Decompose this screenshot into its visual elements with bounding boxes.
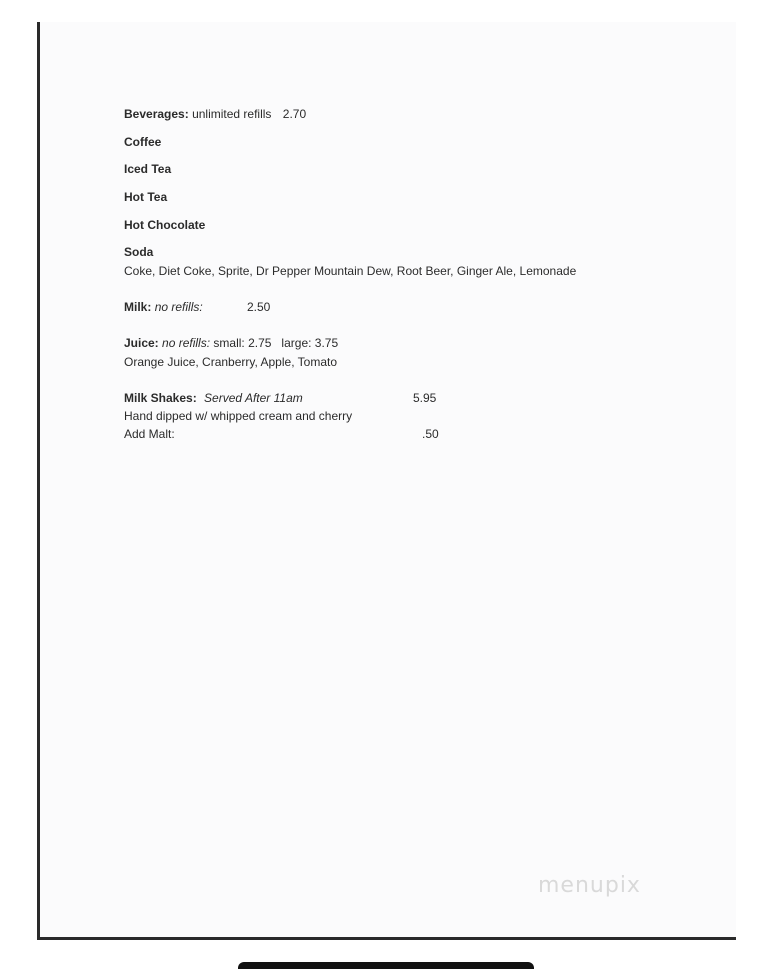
soda-list: Coke, Diet Coke, Sprite, Dr Pepper Mountain Dew, Root Beer, Ginger Ale, Lemonade — [124, 264, 577, 278]
shakes-label: Milk Shakes: — [124, 391, 197, 405]
menu-item-coffee: Coffee — [124, 135, 162, 149]
menu-item-soda: Soda — [124, 245, 154, 259]
milk-row — [124, 300, 203, 314]
malt-price: .50 — [422, 427, 439, 441]
bottom-bar — [238, 962, 534, 969]
shakes-description: Hand dipped w/ whipped cream and cherry — [124, 409, 353, 423]
shakes-price: 5.95 — [413, 391, 437, 405]
shakes-note: Served After 11am — [204, 391, 303, 405]
juice-label: Juice: — [124, 336, 159, 350]
beverages-header — [124, 107, 306, 121]
milk-price: 2.50 — [247, 300, 271, 314]
milk-label: Milk: — [124, 300, 152, 314]
juice-sizes: small: 2.75 large: 3.75 — [213, 336, 339, 350]
menu-item-iced-tea: Iced Tea — [124, 162, 172, 176]
menu-item-hot-chocolate: Hot Chocolate — [124, 218, 206, 232]
watermark-logo: menupix — [538, 873, 641, 898]
malt-label: Add Malt: — [124, 427, 175, 441]
milk-note: no refills: — [154, 300, 203, 314]
beverages-price: 2.70 — [282, 107, 307, 121]
menu-page — [37, 22, 736, 940]
menu-item-hot-tea: Hot Tea — [124, 190, 168, 204]
juice-list: Orange Juice, Cranberry, Apple, Tomato — [124, 355, 337, 369]
shakes-row — [124, 391, 303, 405]
beverages-heading: Beverages: — [124, 107, 189, 121]
juice-row — [124, 336, 338, 350]
beverages-note: unlimited refills — [192, 107, 272, 121]
juice-note: no refills: — [162, 336, 211, 350]
